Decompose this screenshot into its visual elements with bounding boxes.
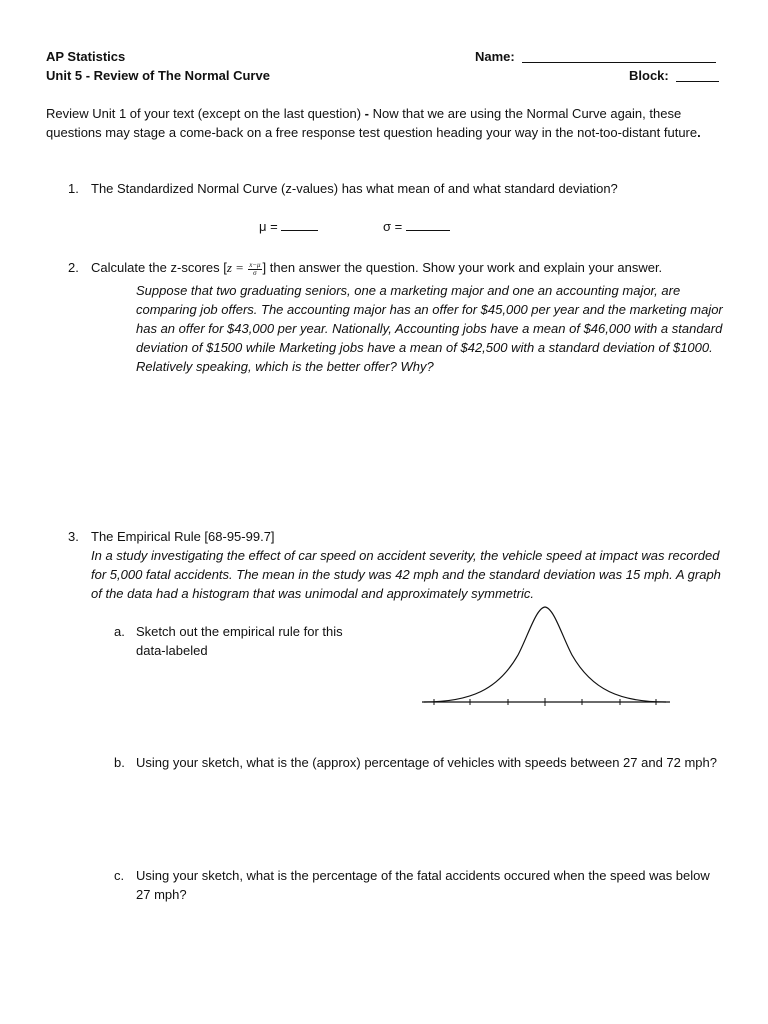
q3-number: 3. (68, 529, 79, 544)
name-label: Name: (475, 49, 515, 64)
q3b-text: Using your sketch, what is the (approx) percentage of vehicles with speeds between 27 and 72 mph? (136, 755, 718, 770)
intro-text-before: Review Unit 1 of your text (except on the last question) (46, 106, 365, 121)
q2-number: 2. (68, 260, 79, 275)
sigma-label: σ = (383, 219, 406, 234)
formula-numerator: x−μ (249, 260, 261, 269)
q2-text-after: ] then answer the question. Show your work and explain your answer. (262, 260, 663, 275)
q3a-letter: a. (114, 624, 125, 639)
mu-blank[interactable] (281, 218, 318, 231)
q3-scenario: In a study investigating the effect of car speed on accident severity, the vehicle speed at impact was recorded for 5,000 fatal accidents. The mean in the study was 42 mph and the standard deviation was 15 mph. A graph of the data had a histogram that was unimodal and approximately symmetric. (91, 548, 721, 601)
formula-z: z (226, 260, 232, 275)
q1-mu-answer (259, 217, 318, 236)
q3b-letter: b. (114, 755, 125, 770)
intro-text-after: Now that we are using the Normal Curve again, these questions may stage a come-back on a free response test question heading your way in the not-too-distant future (46, 106, 698, 140)
sigma-blank[interactable] (406, 218, 450, 231)
q1-number: 1. (68, 181, 79, 196)
formula-fraction (248, 262, 261, 277)
block-label: Block: (629, 68, 669, 83)
z-formula (227, 260, 263, 275)
q3c-text: Using your sketch, what is the percentage of the fatal accidents occured when the speed was below 27 mph? (136, 868, 710, 902)
name-blank[interactable] (522, 48, 716, 63)
formula-denominator: σ (253, 268, 257, 277)
normal-curve-sketch (420, 600, 676, 710)
intro-period: . (697, 125, 701, 140)
q2-scenario: Suppose that two graduating seniors, one a marketing major and one an accounting major, are comparing job offers. The accounting major has an offer for $45,000 per year and the marketing major has an offer for $43,000 per year. Nationally, Accounting jobs have a mean of $46,000 with a standard deviation of $1500 while Marketing jobs have a mean of $42,500 with a standard deviation of $1000. Relatively speaking, which is the better offer? Why? (136, 283, 723, 374)
course-title: AP Statistics (46, 49, 126, 64)
q3c-letter: c. (114, 868, 125, 883)
q1-sigma-answer (383, 217, 450, 236)
intro-dash: - (364, 106, 370, 121)
q2-text-before: Calculate the z-scores [ (91, 260, 227, 275)
q3a-text: Sketch out the empirical rule for this data-labeled (136, 624, 343, 658)
intro-paragraph (46, 104, 726, 142)
q3-title: The Empirical Rule [68-95-99.7] (91, 529, 275, 544)
q2-text (91, 258, 731, 277)
q1-text: The Standardized Normal Curve (z-values) has what mean of and what standard deviation? (91, 181, 618, 196)
normal-curve (424, 607, 666, 702)
mu-label: μ = (259, 219, 282, 234)
block-blank[interactable] (676, 67, 719, 82)
formula-eq: = (231, 260, 248, 275)
unit-title: Unit 5 - Review of The Normal Curve (46, 68, 270, 83)
